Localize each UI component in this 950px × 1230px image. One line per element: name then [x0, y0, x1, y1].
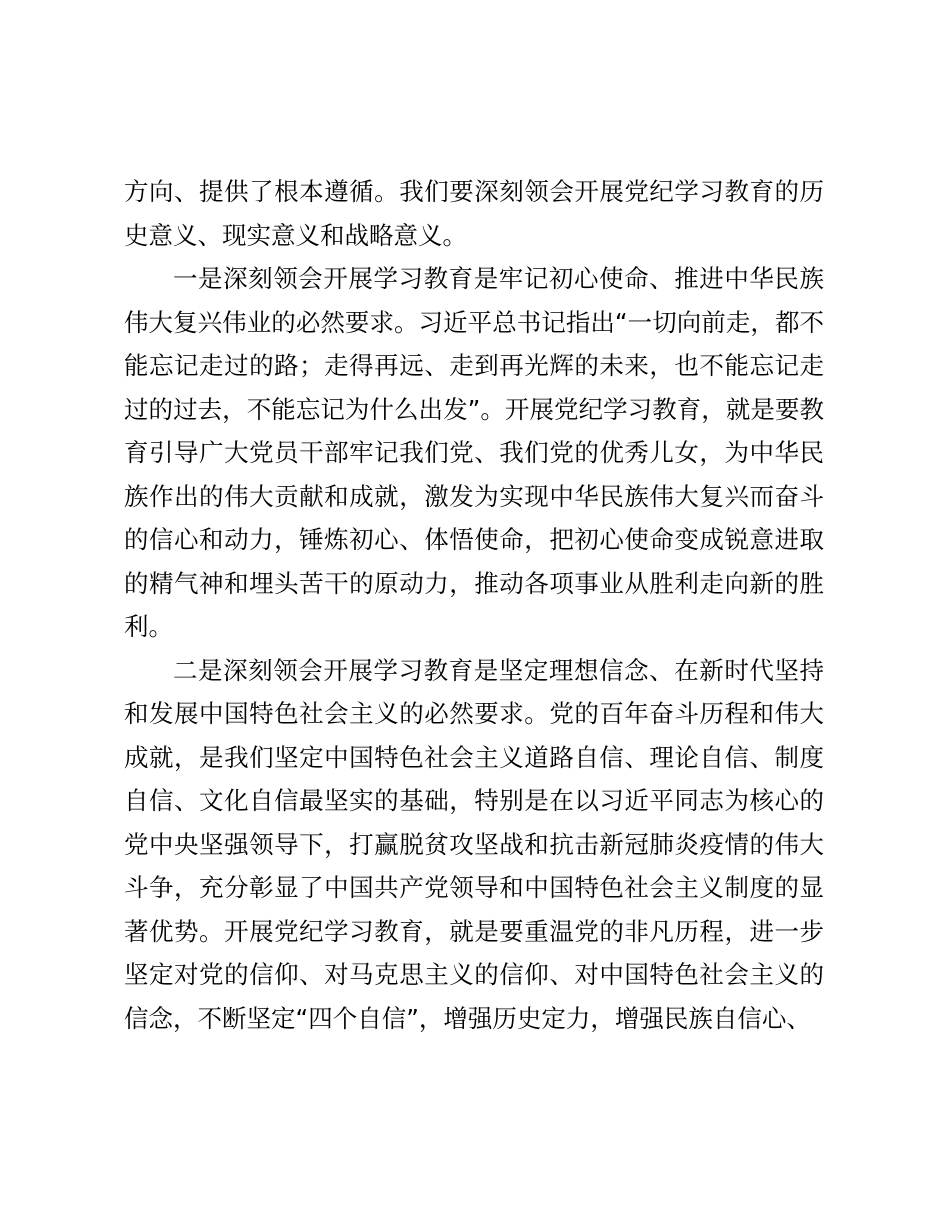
paragraph-point-two: 二是深刻领会开展学习教育是坚定理想信念、在新时代坚持和发展中国特色社会主义的必然要求。党的百年奋斗历程和伟大成就，是我们坚定中国特色社会主义道路自信、理论自信、制度自信、文化自信最坚实的基础，特别是在以习近平同志为核心的党中央坚强领导下，打赢脱贫攻坚战和抗击新冠肺炎疫情的伟大斗争，充分彰显了中国共产党领导和中国特色社会主义制度的显著优势。开展党纪学习教育，就是要重温党的非凡历程，进一步坚定对党的信仰、对马克思主义的信仰、对中国特色社会主义的信念，不断坚定“四个自信”，增强历史定力，增强民族自信心、	[124, 655, 824, 1033]
paragraph-continuation: 方向、提供了根本遵循。我们要深刻领会开展党纪学习教育的历史意义、现实意义和战略意义。	[124, 177, 824, 250]
paragraph-point-one: 一是深刻领会开展学习教育是牢记初心使命、推进中华民族伟大复兴伟业的必然要求。习近平总书记指出“一切向前走，都不能忘记走过的路；走得再远、走到再光辉的未来，也不能忘记走过的过去，不能忘记为什么出发”。开展党纪学习教育，就是要教育引导广大党员干部牢记我们党、我们党的优秀儿女，为中华民族作出的伟大贡献和成就，激发为实现中华民族伟大复兴而奋斗的信心和动力，锤炼初心、体悟使命，把初心使命变成锐意进取的精气神和埋头苦干的原动力，推动各项事业从胜利走向新的胜利。	[124, 264, 824, 641]
document-body	[124, 170, 824, 1040]
